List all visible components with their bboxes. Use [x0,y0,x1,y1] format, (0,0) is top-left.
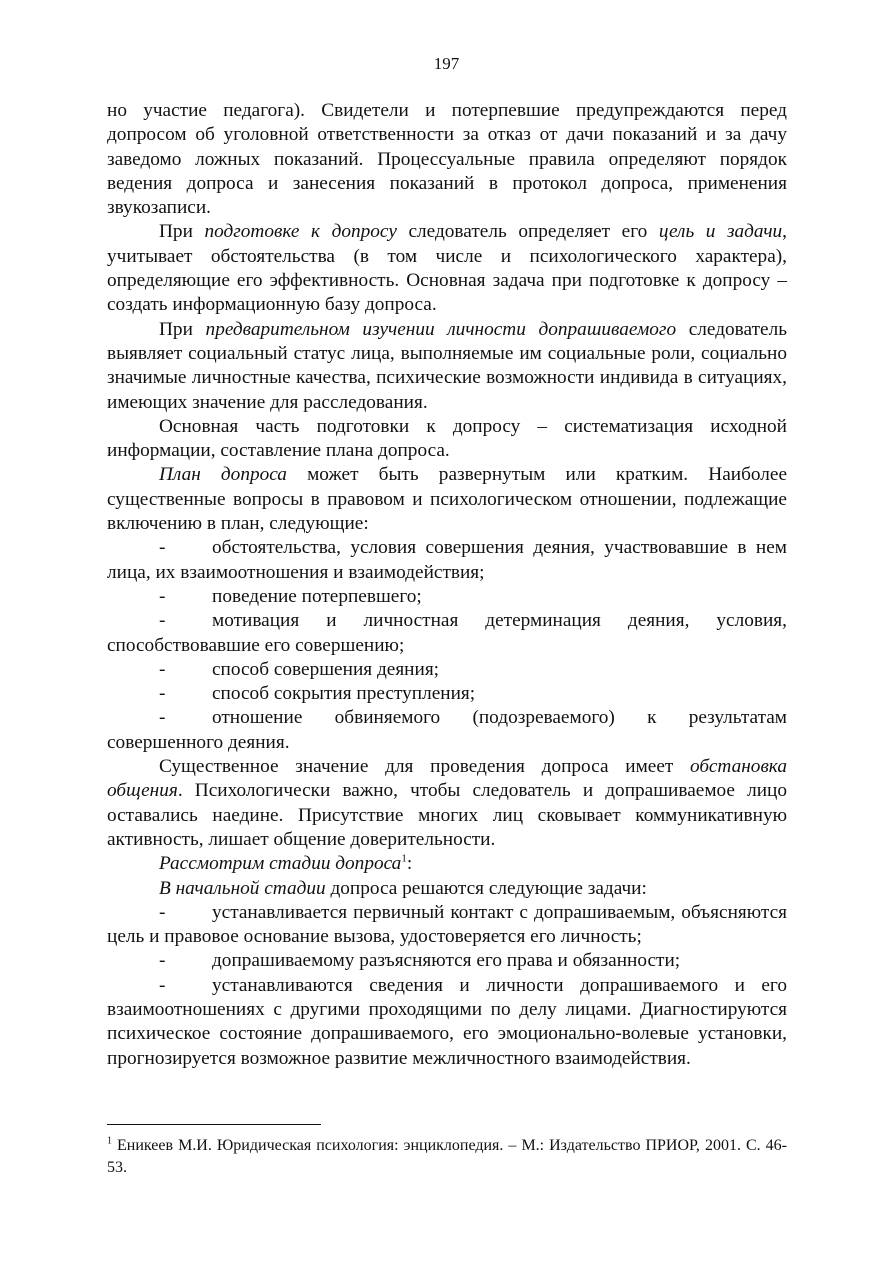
paragraph-6: Существенное значение для проведения допроса имеет обстановка общения. Психологически важно, чтобы следователь и допрашиваемое лицо оставались наедине. Присутствие многих лиц сковывает коммуникативную активность, лишает общение доверительности. [107,756,787,850]
list-item: - обстоятельства, условия совершения деяния, участвовавшие в нем лица, их взаимоотношения и взаимодействия; [107,537,787,583]
footnote [107,1135,787,1179]
dash-marker: - [159,658,166,680]
page-number: 197 [433,54,460,73]
dash-marker: - [159,901,166,923]
paragraph-7: Рассмотрим стадии допроса$^1$: [159,852,413,875]
emphasis-term: В начальной стадии [159,877,326,899]
emphasis-term: предварительном изучении личности допрашиваемого [205,318,677,340]
paragraph-4: Основная часть подготовки к допросу – систематизация исходной информации, составление плана допроса. [107,415,787,462]
list-item: - устанавливается первичный контакт с допрашиваемым, объясняются цель и правовое основание вызова, удостоверяется его личность; [107,901,787,948]
list-item: - мотивация и личностная детерминация деяния, условия, способствовавшие его совершению; [107,610,787,656]
paragraph-3: При предварительном изучении личности допрашиваемого следователь выявляет социальный статус лица, выполняемые им социальные роли, социально значимые личностные качества, психические возможности индивида в ситуациях, имеющих значение для расследования. [107,318,787,413]
question-list [107,536,787,755]
list-item: - способ совершения деяния; [107,658,787,682]
dash-marker: - [159,610,166,632]
list-item: - допрашиваемому разъясняются его права и обязанности; [107,949,787,973]
body-text [107,99,787,1071]
emphasis-term: подготовке к допросу [204,221,397,243]
dash-marker: - [159,537,166,559]
paragraph-5: План допроса может быть развернутым или кратким. Наиболее существенные вопросы в правовом и психологическом отношении, подлежащие включению в план, следующие: [107,464,788,535]
footnote-marker: 1 [107,1135,112,1147]
footnote-separator [107,1124,321,1125]
dash-marker: - [159,585,166,607]
dash-marker: - [159,707,166,729]
emphasis-term: цель и задачи [658,221,783,243]
list-item: - устанавливаются сведения и личности допрашиваемого и его взаимоотношениях с другими проходящими по делу лицами. Диагностируются психическое состояние допрашиваемого, его эмоционально-волевые установки, прогнозируется возможное развитие межличностного взаимодействия. [107,974,787,1069]
task-list [107,901,787,1071]
dash-marker: - [159,950,166,972]
footnote-text: Еникеев М.И. Юридическая психология: энциклопедия. – М.: Издательство ПРИОР, 2001. С. 46-53. [107,1137,787,1176]
list-item: - отношение обвиняемого (подозреваемого) к результатам совершенного деяния. [107,707,787,753]
emphasis-term: План допроса [159,464,287,486]
dash-marker: - [159,683,166,705]
list-item: - поведение потерпевшего; [107,585,787,609]
paragraph-8: В начальной стадии допроса решаются следующие задачи: [159,877,647,899]
emphasis-term: обстановка общения [107,756,787,802]
paragraph-1: но участие педагога). Свидетели и потерпевшие предупреждаются перед допросом об уголовной ответственности за отказ от дачи показаний и за дачу заведомо ложных показаний. Процессуальные правила определяют порядок ведения допроса и занесения показаний в протокол допроса, применения звукозаписи. [107,100,787,219]
dash-marker: - [159,974,166,996]
footnote-reference[interactable]: 1 [401,852,407,865]
emphasis-term: Рассмотрим стадии допроса [159,853,402,875]
list-item: - способ сокрытия преступления; [107,682,787,706]
paragraph-2: При подготовке к допросу следователь определяет его цель и задачи, учитывает обстоятельства (в том числе и психологического характера), определяющие его эффективность. Основная задача при подготовке к допросу – создать информационную базу допроса. [107,221,787,316]
